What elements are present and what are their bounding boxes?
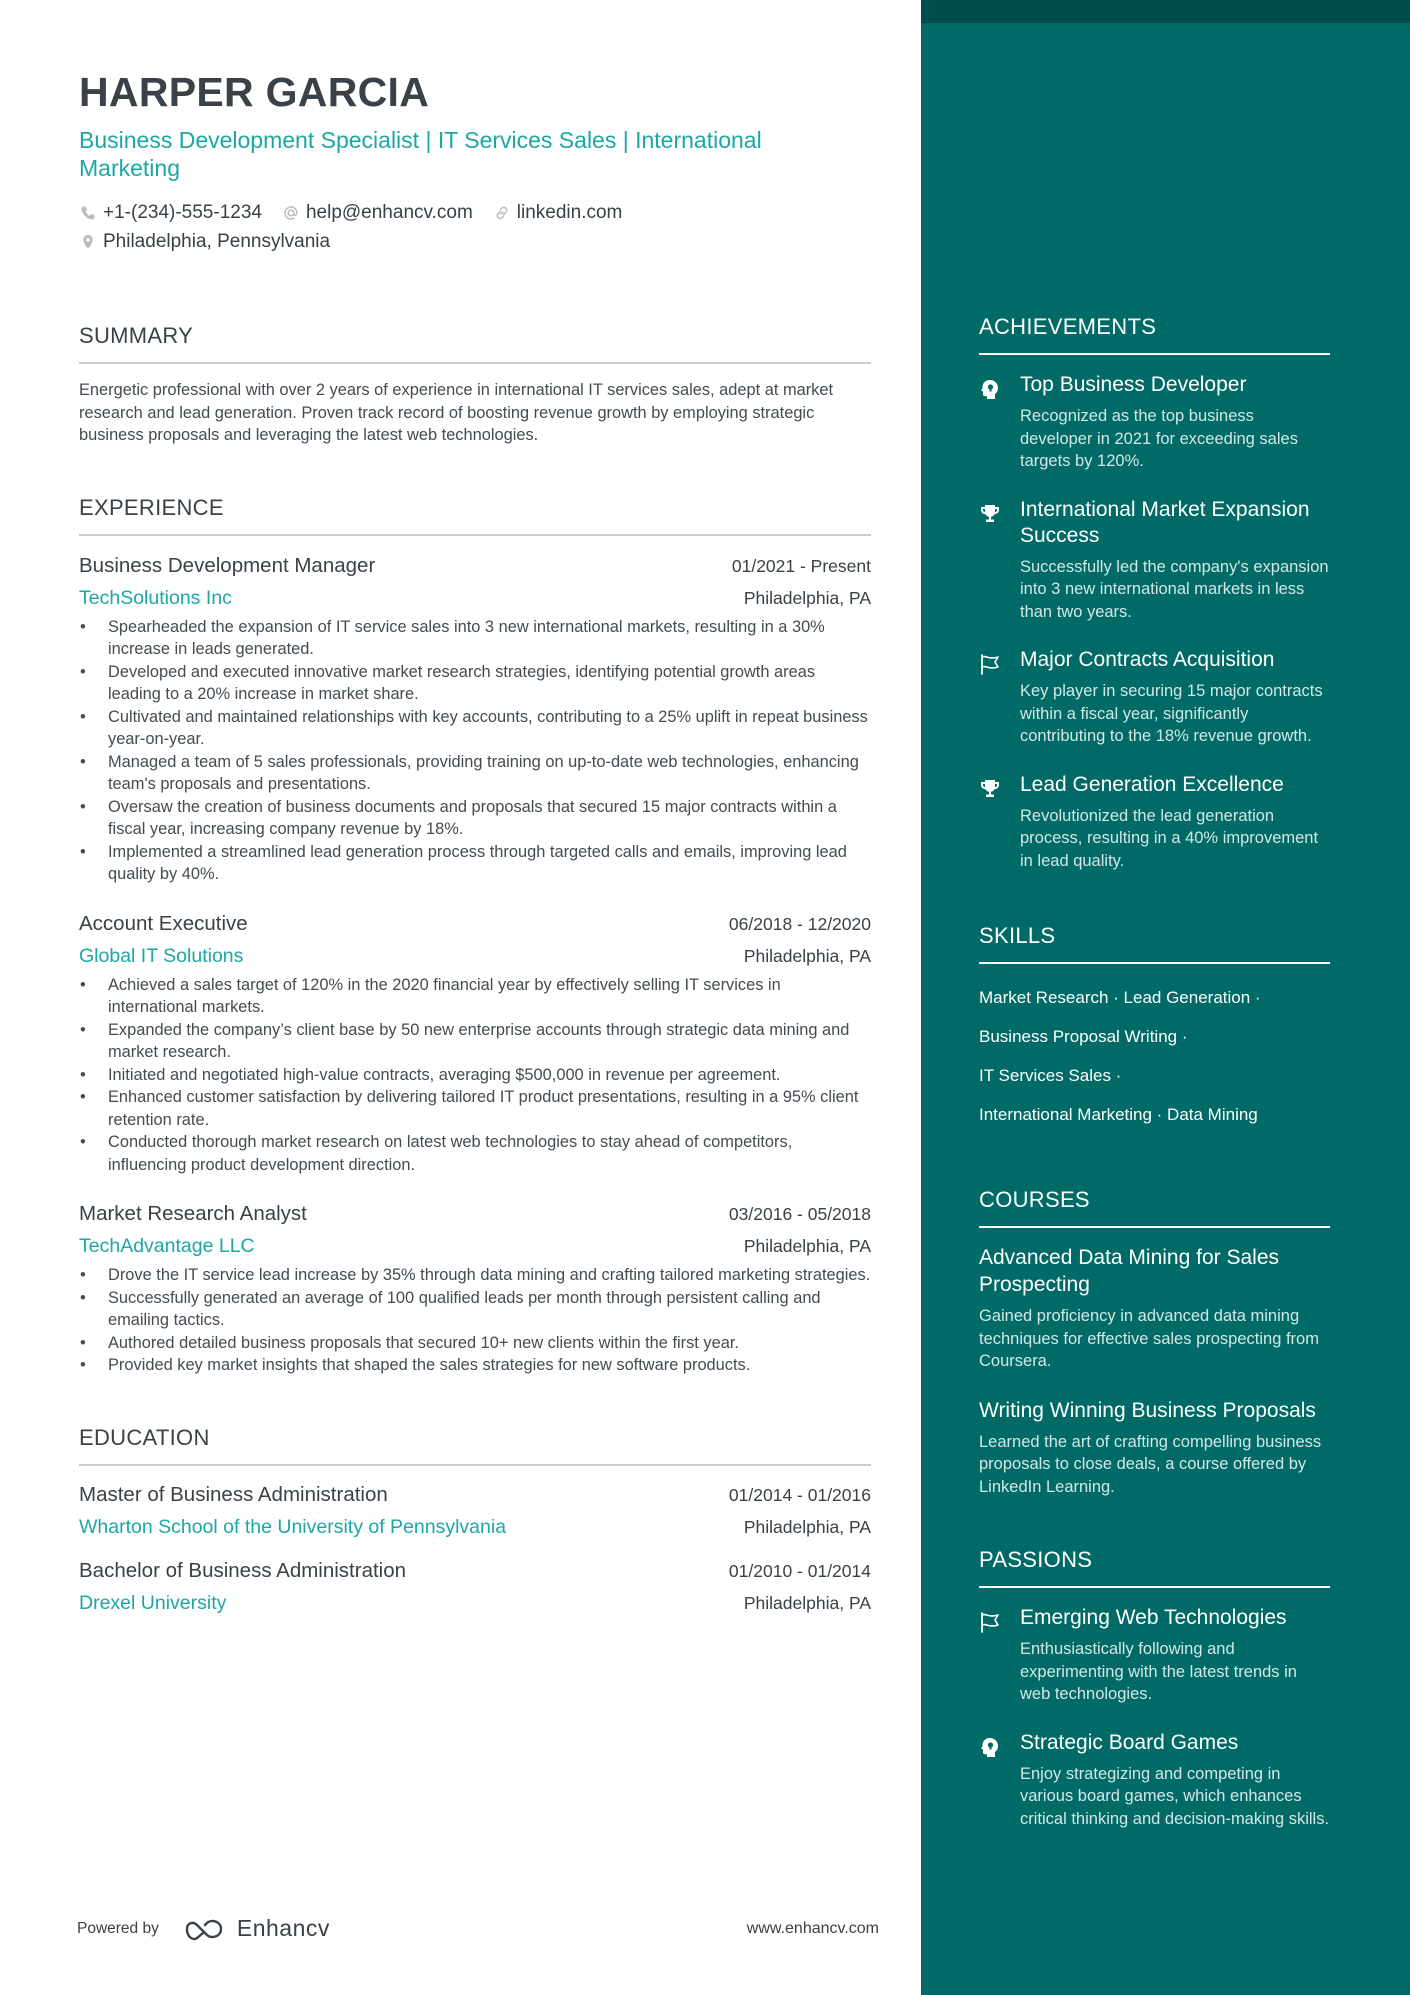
passion-title: Strategic Board Games xyxy=(1020,1730,1239,1754)
job-title: Account Executive xyxy=(79,911,248,935)
job-bullets xyxy=(79,1264,871,1377)
course-title: Advanced Data Mining for Sales Prospecting xyxy=(979,1246,1279,1296)
bullet-item: • Expanded the company’s client base by 50 new enterprise accounts through strategic data mining and market research. xyxy=(79,1019,871,1064)
education-entry xyxy=(79,1482,871,1539)
bullet-item: • Initiated and negotiated high-value contracts, averaging $500,000 in revenue per agreement. xyxy=(79,1064,871,1087)
job-location: Philadelphia, PA xyxy=(743,1236,871,1256)
courses-title: COURSES xyxy=(979,1186,1330,1228)
education-title: EDUCATION xyxy=(79,1424,871,1466)
email-text: help@enhancv.com xyxy=(305,202,473,223)
achievement-title: International Market Expansion Success xyxy=(1020,497,1310,547)
education-date: 01/2014 - 01/2016 xyxy=(728,1484,871,1505)
skill-line: Business Proposal Writing · xyxy=(979,1027,1188,1046)
education-entry xyxy=(79,1558,871,1615)
job-entry xyxy=(79,553,871,886)
job-entry xyxy=(79,911,871,1177)
location-pin-icon xyxy=(79,233,97,251)
achievement-desc: Revolutionized the lead generation process, resulting in a 40% improvement in lead quality. xyxy=(1020,806,1319,870)
achievement-desc: Key player in securing 15 major contracts within a fiscal year, significantly contributing to the 18% revenue growth. xyxy=(1020,682,1323,745)
bullet-item: • Achieved a sales target of 120% in the 2020 financial year by effectively selling IT services in international markets. xyxy=(79,974,871,1019)
passions-title: PASSIONS xyxy=(979,1546,1330,1588)
linkedin-text: linkedin.com xyxy=(516,202,623,223)
summary-title: SUMMARY xyxy=(79,322,871,364)
sidebar-top-band xyxy=(921,0,1410,23)
school-name: Wharton School of the University of Pennsylvania xyxy=(79,1515,507,1538)
bullet-item: • Drove the IT service lead increase by 35% through data mining and crafting tailored marketing strategies. xyxy=(79,1264,871,1287)
bullet-item: • Cultivated and maintained relationships with key accounts, contributing to a 25% uplift in repeat business year-on-year. xyxy=(79,706,871,751)
powered-by xyxy=(77,1915,330,1942)
location-text: Philadelphia, Pennsylvania xyxy=(103,231,331,252)
summary-text: Energetic professional with over 2 years of experience in international IT services sales, adept at market research and lead generation. Proven track record of boosting revenue growth by employing strategic business proposals and leveraging the latest web technologies. xyxy=(79,381,834,444)
job-title: Market Research Analyst xyxy=(79,1202,307,1225)
email-contact[interactable] xyxy=(282,198,473,227)
skills-title: SKILLS xyxy=(979,922,1330,964)
job-company: TechAdvantage LLC xyxy=(79,1235,255,1257)
flag-icon xyxy=(979,647,1004,748)
achievement-desc: Recognized as the top business developer in 2021 for exceeding sales targets by 120%. xyxy=(1020,407,1298,470)
summary-section xyxy=(79,322,871,447)
footer xyxy=(77,1915,879,1942)
achievement-title: Top Business Developer xyxy=(1020,373,1247,396)
achievements-title: ACHIEVEMENTS xyxy=(979,313,1330,355)
education-date: 01/2010 - 01/2014 xyxy=(728,1560,871,1581)
degree-title: Master of Business Administration xyxy=(79,1482,388,1506)
job-location: Philadelphia, PA xyxy=(743,945,871,966)
skill-line: IT Services Sales · xyxy=(979,1066,1122,1085)
experience-title: EXPERIENCE xyxy=(79,494,871,536)
passion-desc: Enthusiastically following and experimenting with the latest trends in web technologies. xyxy=(1020,1640,1297,1703)
head-lightbulb-icon xyxy=(979,372,1004,473)
passion-title: Emerging Web Technologies xyxy=(1020,1606,1287,1629)
achievement-title: Major Contracts Acquisition xyxy=(1020,648,1275,671)
enhancv-logo[interactable] xyxy=(183,1915,330,1942)
achievement-desc: Successfully led the company's expansion into 3 new international markets in less than two years. xyxy=(1020,557,1329,621)
courses-section xyxy=(979,1186,1330,1498)
course-item xyxy=(979,1397,1330,1499)
school-name: Drexel University xyxy=(79,1591,227,1614)
brand-name: Enhancv xyxy=(236,1915,330,1941)
bullet-item: • Authored detailed business proposals that secured 10+ new clients within the first year. xyxy=(79,1332,871,1355)
achievement-item xyxy=(979,647,1330,748)
passion-item xyxy=(979,1730,1330,1831)
bullet-item: • Implemented a streamlined lead generation process through targeted calls and emails, improving lead quality by 40%. xyxy=(79,841,871,886)
job-date: 06/2018 - 12/2020 xyxy=(728,913,871,934)
course-desc: Gained proficiency in advanced data mining techniques for effective sales prospecting from Coursera. xyxy=(979,1307,1319,1370)
skill-line: International Marketing · Data Mining xyxy=(979,1105,1258,1124)
job-bullets xyxy=(79,974,871,1177)
powered-by-text: Powered by xyxy=(77,1919,159,1937)
education-section xyxy=(79,1424,871,1615)
experience-section xyxy=(79,494,871,1377)
bullet-item: • Provided key market insights that shaped the sales strategies for new software products. xyxy=(79,1354,871,1377)
education-location: Philadelphia, PA xyxy=(743,1592,871,1613)
job-date: 01/2021 - Present xyxy=(731,555,871,576)
job-entry xyxy=(79,1201,871,1377)
trophy-icon xyxy=(979,497,1004,624)
passion-item xyxy=(979,1605,1330,1706)
infinity-logo-icon xyxy=(183,1917,229,1941)
head-lightbulb-icon xyxy=(979,1730,1004,1831)
phone-icon xyxy=(79,204,97,222)
achievement-item xyxy=(979,372,1330,473)
education-location: Philadelphia, PA xyxy=(743,1516,871,1537)
linkedin-contact[interactable] xyxy=(493,198,623,227)
sidebar xyxy=(921,0,1410,1995)
at-icon xyxy=(282,204,300,222)
link-icon xyxy=(493,204,511,222)
job-company: Global IT Solutions xyxy=(79,944,244,967)
job-date: 03/2016 - 05/2018 xyxy=(728,1204,871,1224)
job-location: Philadelphia, PA xyxy=(743,587,871,608)
achievement-item xyxy=(979,772,1330,873)
course-item xyxy=(979,1244,1330,1373)
achievements-section xyxy=(979,313,1330,872)
bullet-item: • Conducted thorough market research on latest web technologies to stay ahead of competitors, influencing product development direction. xyxy=(79,1131,871,1176)
achievement-item xyxy=(979,497,1330,624)
phone-contact xyxy=(79,198,262,227)
passions-section xyxy=(979,1546,1330,1830)
bullet-item: • Spearheaded the expansion of IT service sales into 3 new international markets, resulting in a 30% increase in leads generated. xyxy=(79,616,871,661)
location-contact xyxy=(79,227,330,256)
bullet-item: • Developed and executed innovative market research strategies, identifying potential growth areas leading to a 20% increase in market share. xyxy=(79,661,871,706)
course-desc: Learned the art of crafting compelling business proposals to close deals, a course offered by LinkedIn Learning. xyxy=(979,1432,1322,1496)
achievement-title: Lead Generation Excellence xyxy=(1020,772,1284,796)
flag-icon xyxy=(979,1605,1004,1706)
skill-line: Market Research · Lead Generation · xyxy=(979,988,1261,1007)
job-title: Business Development Manager xyxy=(79,553,376,577)
footer-url[interactable]: www.enhancv.com xyxy=(746,1919,879,1937)
skills-list xyxy=(979,978,1330,1134)
bullet-item: • Enhanced customer satisfaction by delivering tailored IT product presentations, resulting in a 95% client retention rate. xyxy=(79,1086,871,1131)
course-title: Writing Winning Business Proposals xyxy=(979,1398,1316,1422)
bullet-item: • Oversaw the creation of business documents and proposals that secured 15 major contracts within a fiscal year, increasing company revenue by 18%. xyxy=(79,796,871,841)
headline: Business Development Specialist | IT Services Sales | International Marketing xyxy=(79,127,762,181)
bullet-item: • Managed a team of 5 sales professionals, providing training on up-to-date web technologies, enhancing team's proposals and presentations. xyxy=(79,751,871,796)
job-bullets xyxy=(79,616,871,886)
skills-section xyxy=(979,922,1330,1134)
job-company: TechSolutions Inc xyxy=(79,586,232,609)
contact-info xyxy=(79,198,871,256)
bullet-item: • Successfully generated an average of 100 qualified leads per month through persistent calling and emailing tactics. xyxy=(79,1287,871,1332)
candidate-name: HARPER GARCIA xyxy=(79,69,430,115)
phone-text: +1-(234)-555-1234 xyxy=(103,202,262,223)
degree-title: Bachelor of Business Administration xyxy=(79,1558,407,1582)
trophy-icon xyxy=(979,772,1004,873)
passion-desc: Enjoy strategizing and competing in various board games, which enhances critical thinking and decision-making skills. xyxy=(1020,1764,1330,1828)
